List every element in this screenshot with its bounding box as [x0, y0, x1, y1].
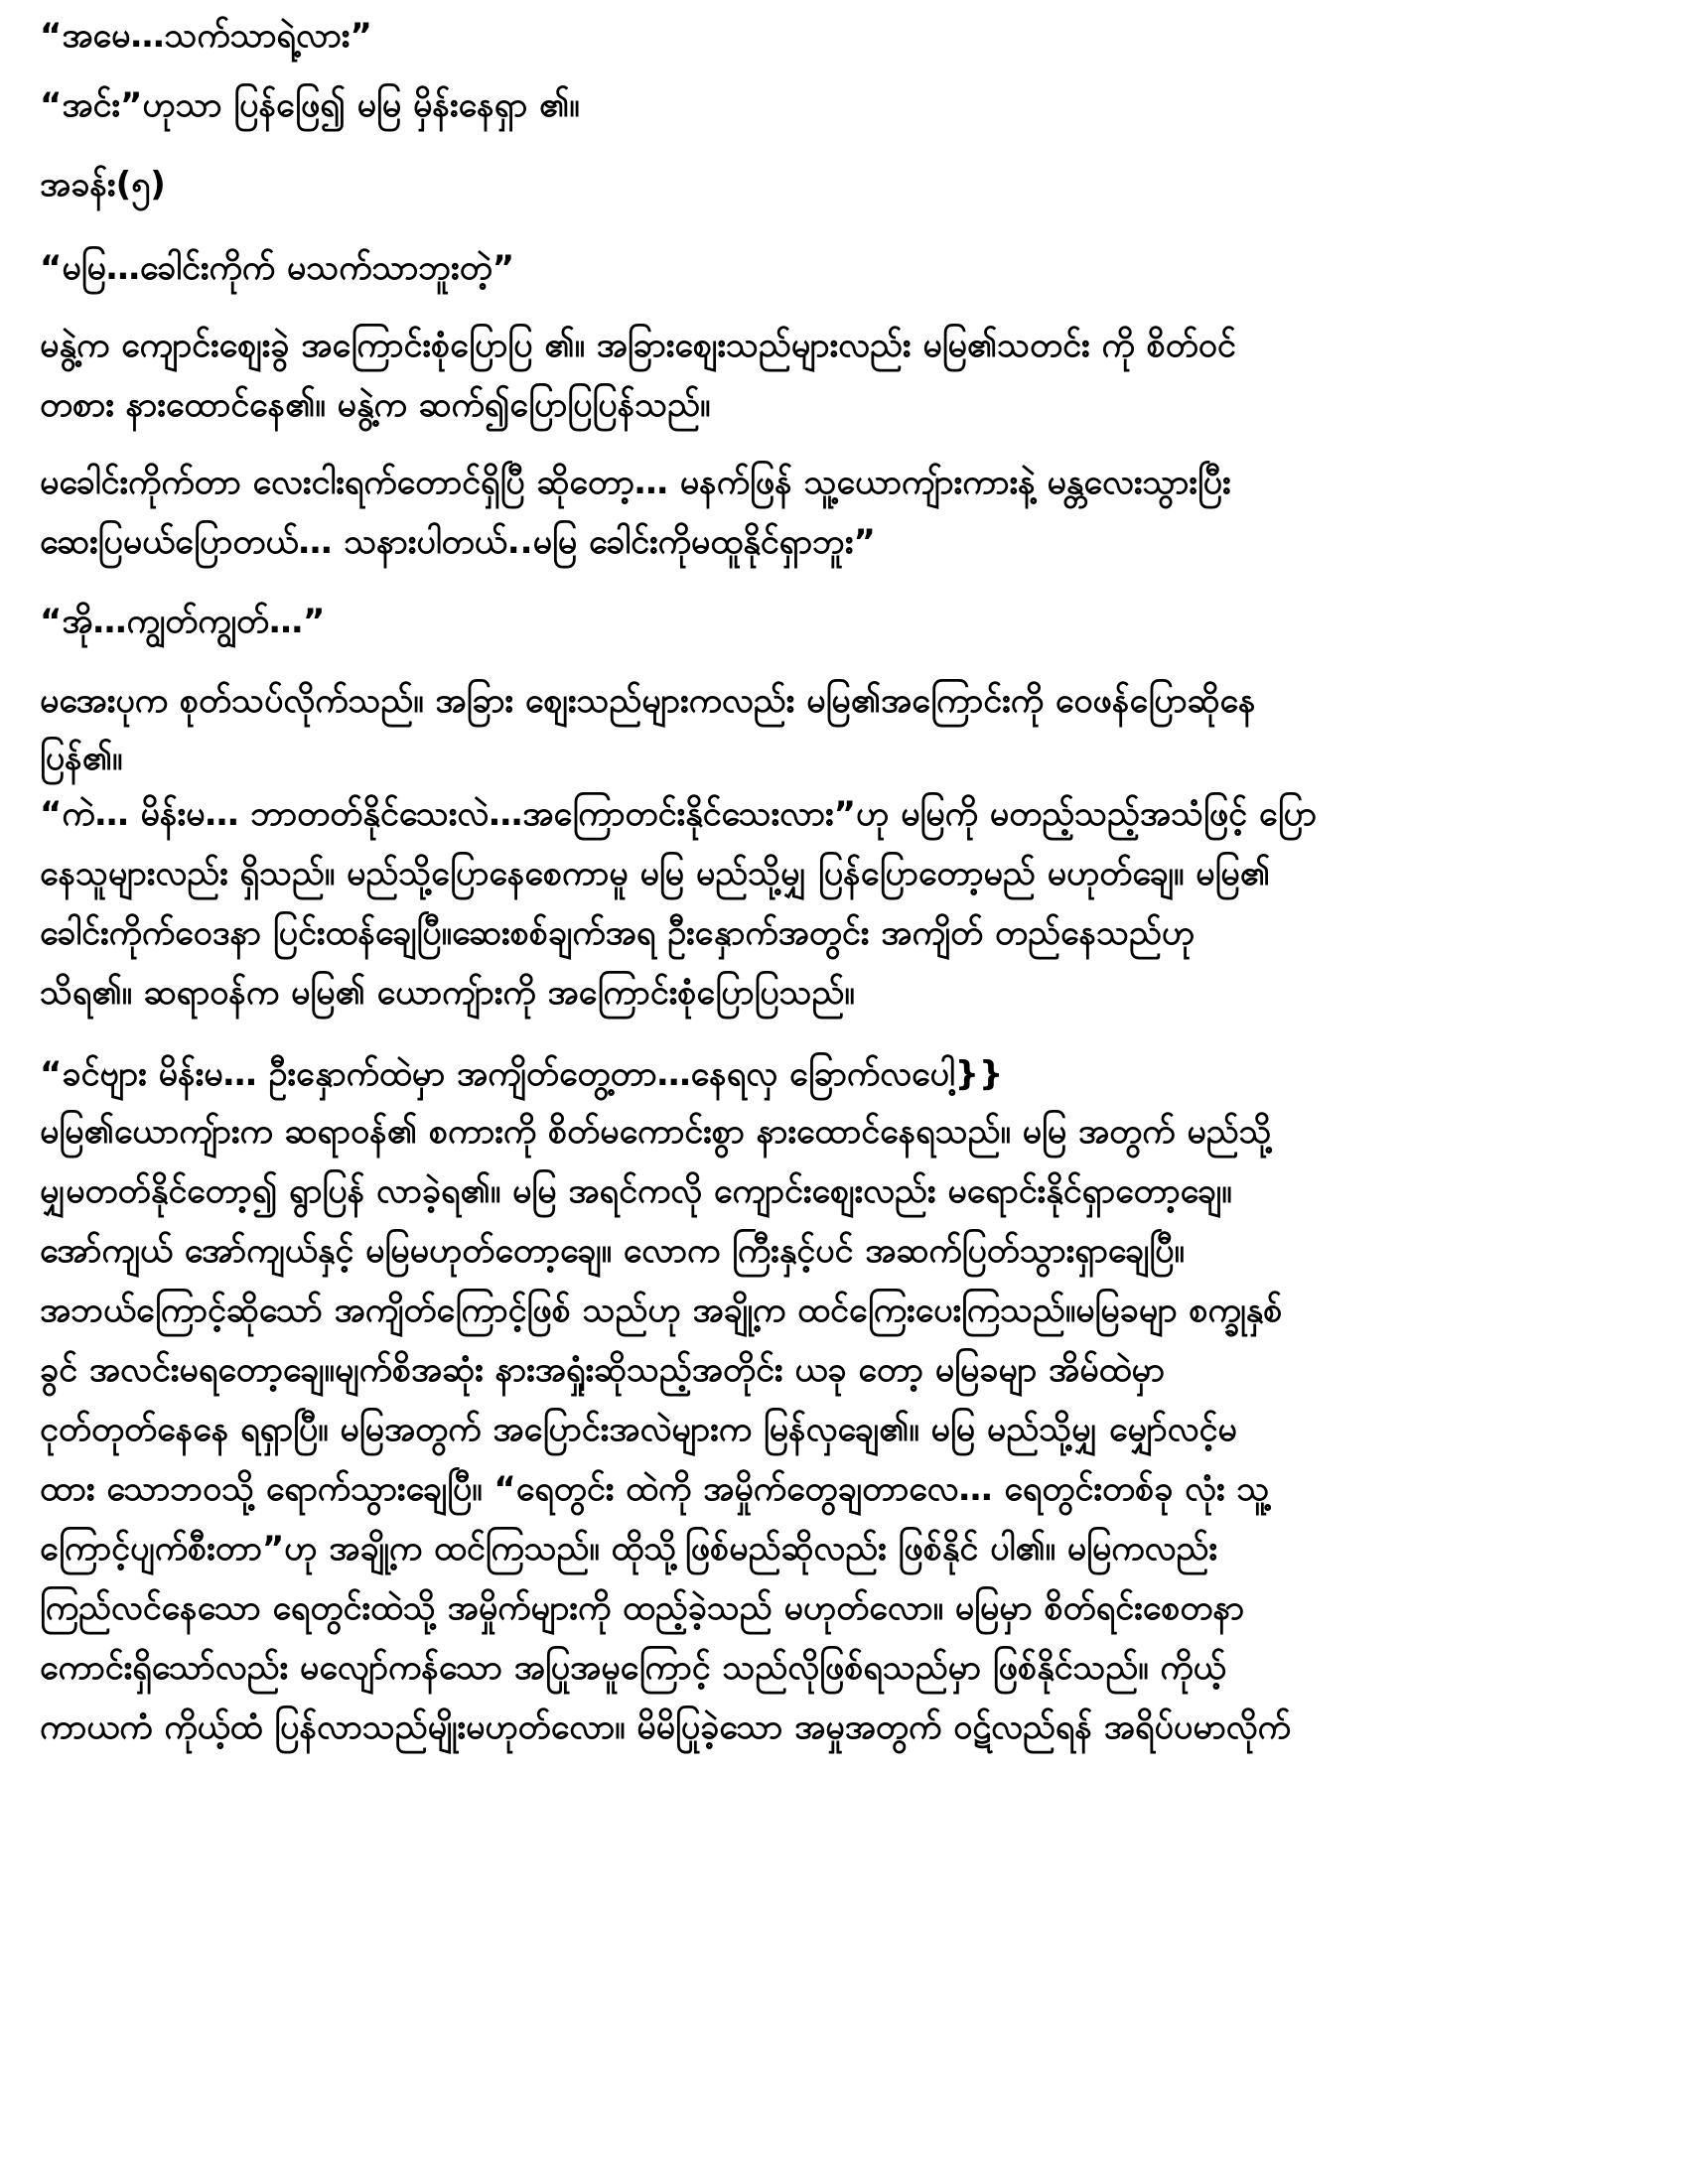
paragraph-line: ထား သောဘဝသို့ ရောက်သွားချေပြီ။ “ရေတွင်း ထဲကို အမှိုက်တွေချတာလေ… ရေတွင်းတစ်ခု လုံး သူ့ [40, 1469, 1270, 1509]
document-page [40, 0, 1648, 2184]
dialogue-line: “အမေ…သက်သာရဲ့လား” [40, 16, 372, 56]
paragraph-line: နေသူများလည်း ရှိသည်။ မည်သို့ပြောနေစေကာမူ မမြ မည်သို့မျှ ပြန်ပြောတော့မည် မဟုတ်ချေ။ မမြ၏ [40, 854, 1270, 893]
text-line: “အင်း”ဟုသာ ပြန်ဖြေ၍ မမြ မှိန်းနေရှာ ၏။ [40, 85, 580, 125]
paragraph-line: ငုတ်တုတ်နေနေ ရရှာပြီ။ မမြအတွက် အပြောင်းအလဲများက မြန်လှချေ၏။ မမြ မည်သို့မျှ မျှော်လင့်မ [40, 1410, 1237, 1449]
paragraph-line: “ကဲ… မိန်းမ… ဘာတတ်နိုင်သေးလဲ…အကြောတင်းနိုင်သေးလား”ဟု မမြကို မတည့်သည့်အသံဖြင့် ပြော [40, 794, 1318, 834]
paragraph-line: မအေးပုက စုတ်သပ်လိုက်သည်။ အခြား စျေးသည်များကလည်း မမြ၏အကြောင်းကို ဝေဖန်ပြောဆိုနေ [40, 681, 1256, 721]
paragraph-line: ကောင်းရှိသော်လည်း မလျော်ကန်သော အပြုအမူကြောင့် သည်လိုဖြစ်ရသည်မှာ ဖြစ်နိုင်သည်။ ကိုယ့် [40, 1648, 1226, 1688]
paragraph-line: ခွင် အလင်းမရတော့ချေ။မျက်စိအဆုံး နားအရှုံးဆိုသည့်အတိုင်း ယခု တော့ မမြခမျာ အိမ်ထဲမှာ [40, 1350, 1165, 1390]
paragraph-line: မခေါင်းကိုက်တာ လေးငါးရက်တောင်ရှိပြီ ဆိုတော့… မနက်ဖြန် သူ့ယောကျ်ားကားနဲ့ မန္တလေးသွားပြီး [40, 463, 1231, 502]
dialogue-line: “ခင်ဗျား မိန်းမ… ဦးနှောက်ထဲမှာ အကျိတ်တွေ့တာ…နေရလှ ခြောက်လပေါ့}} [40, 1054, 1004, 1094]
paragraph-line: ကြောင့်ပျက်စီးတာ”ဟု အချို့က ထင်ကြသည်။ ထိုသို့ဖြစ်မည်ဆိုလည်း ဖြစ်နိုင် ပါ၏။ မမြကလည်း [40, 1529, 1217, 1569]
paragraph-line: ကာယကံ ကိုယ့်ထံ ပြန်လာသည်မျိုးမဟုတ်လော။ မိမိပြုခဲ့သော အမှုအတွက် ဝဋ်လည်ရန် အရိပ်ပမာလိုက် [40, 1707, 1291, 1747]
paragraph-line: အဘယ်ကြောင့်ဆိုသော် အကျိတ်ကြောင့်ဖြစ် သည်ဟု အချို့က ထင်ကြေးပေးကြသည်။မမြခမျာ စက္ခုနှစ် [40, 1291, 1283, 1330]
paragraph-line: သိရ၏။ ဆရာဝန်က မမြ၏ ယောကျ်ားကို အကြောင်းစုံပြောပြသည်။ [40, 973, 855, 1013]
paragraph-line: ခေါင်းကိုက်ဝေဒနာ ပြင်းထန်ချေပြီ။ဆေးစစ်ချက်အရ ဦးနှောက်အတွင်း အကျိတ် တည်နေသည်ဟု [40, 913, 1196, 953]
chapter-heading: အခန်း(၅) [40, 165, 166, 205]
paragraph-line: တစား နားထောင်နေ၏။ မနွဲ့က ဆက်၍ပြောပြပြန်သည်။ [40, 385, 711, 425]
paragraph-line: မမြ၏ယောကျ်ားက ဆရာဝန်၏ စကားကို စိတ်မကောင်းစွာ နားထောင်နေရသည်။ မမြ အတွက် မည်သို့ [40, 1112, 1272, 1152]
dialogue-line: “အို…ကျွတ်ကျွတ်…” [40, 602, 326, 641]
paragraph-line: မျှမတတ်နိုင်တော့၍ ရွာပြန် လာခဲ့ရ၏။ မမြ အရင်ကလို ကျောင်းစျေးလည်း မရောင်းနိုင်ရှာတော့ချေ။ [40, 1171, 1232, 1211]
paragraph-line: ဆေးပြမယ်ပြောတယ်… သနားပါတယ်..မမြ ခေါင်းကိုမထူနိုင်ရှာဘူး” [40, 522, 876, 562]
paragraph-line: ပြန်၏။ [40, 739, 123, 778]
dialogue-line: “မမြ…ခေါင်းကိုက် မသက်သာဘူးတဲ့” [40, 248, 515, 288]
paragraph-line: ကြည်လင်နေသော ရေတွင်းထဲသို့ အမှိုက်များကို ထည့်ခဲ့သည် မဟုတ်လော။ မမြမှာ စိတ်ရင်းစေတနာ [40, 1588, 1245, 1628]
paragraph-line: မနွဲ့က ကျောင်းစျေးခွဲ အကြောင်းစုံပြောပြ ၏။ အခြားစျေးသည်များလည်း မမြ၏သတင်း ကို စိတ်ဝင် [40, 326, 1236, 365]
paragraph-line: အော်ကျယ် အော်ကျယ်နှင့် မမြမဟုတ်တော့ချေ။ လောက ကြီးနှင့်ပင် အဆက်ပြတ်သွားရှာချေပြီ။ [40, 1231, 1185, 1271]
